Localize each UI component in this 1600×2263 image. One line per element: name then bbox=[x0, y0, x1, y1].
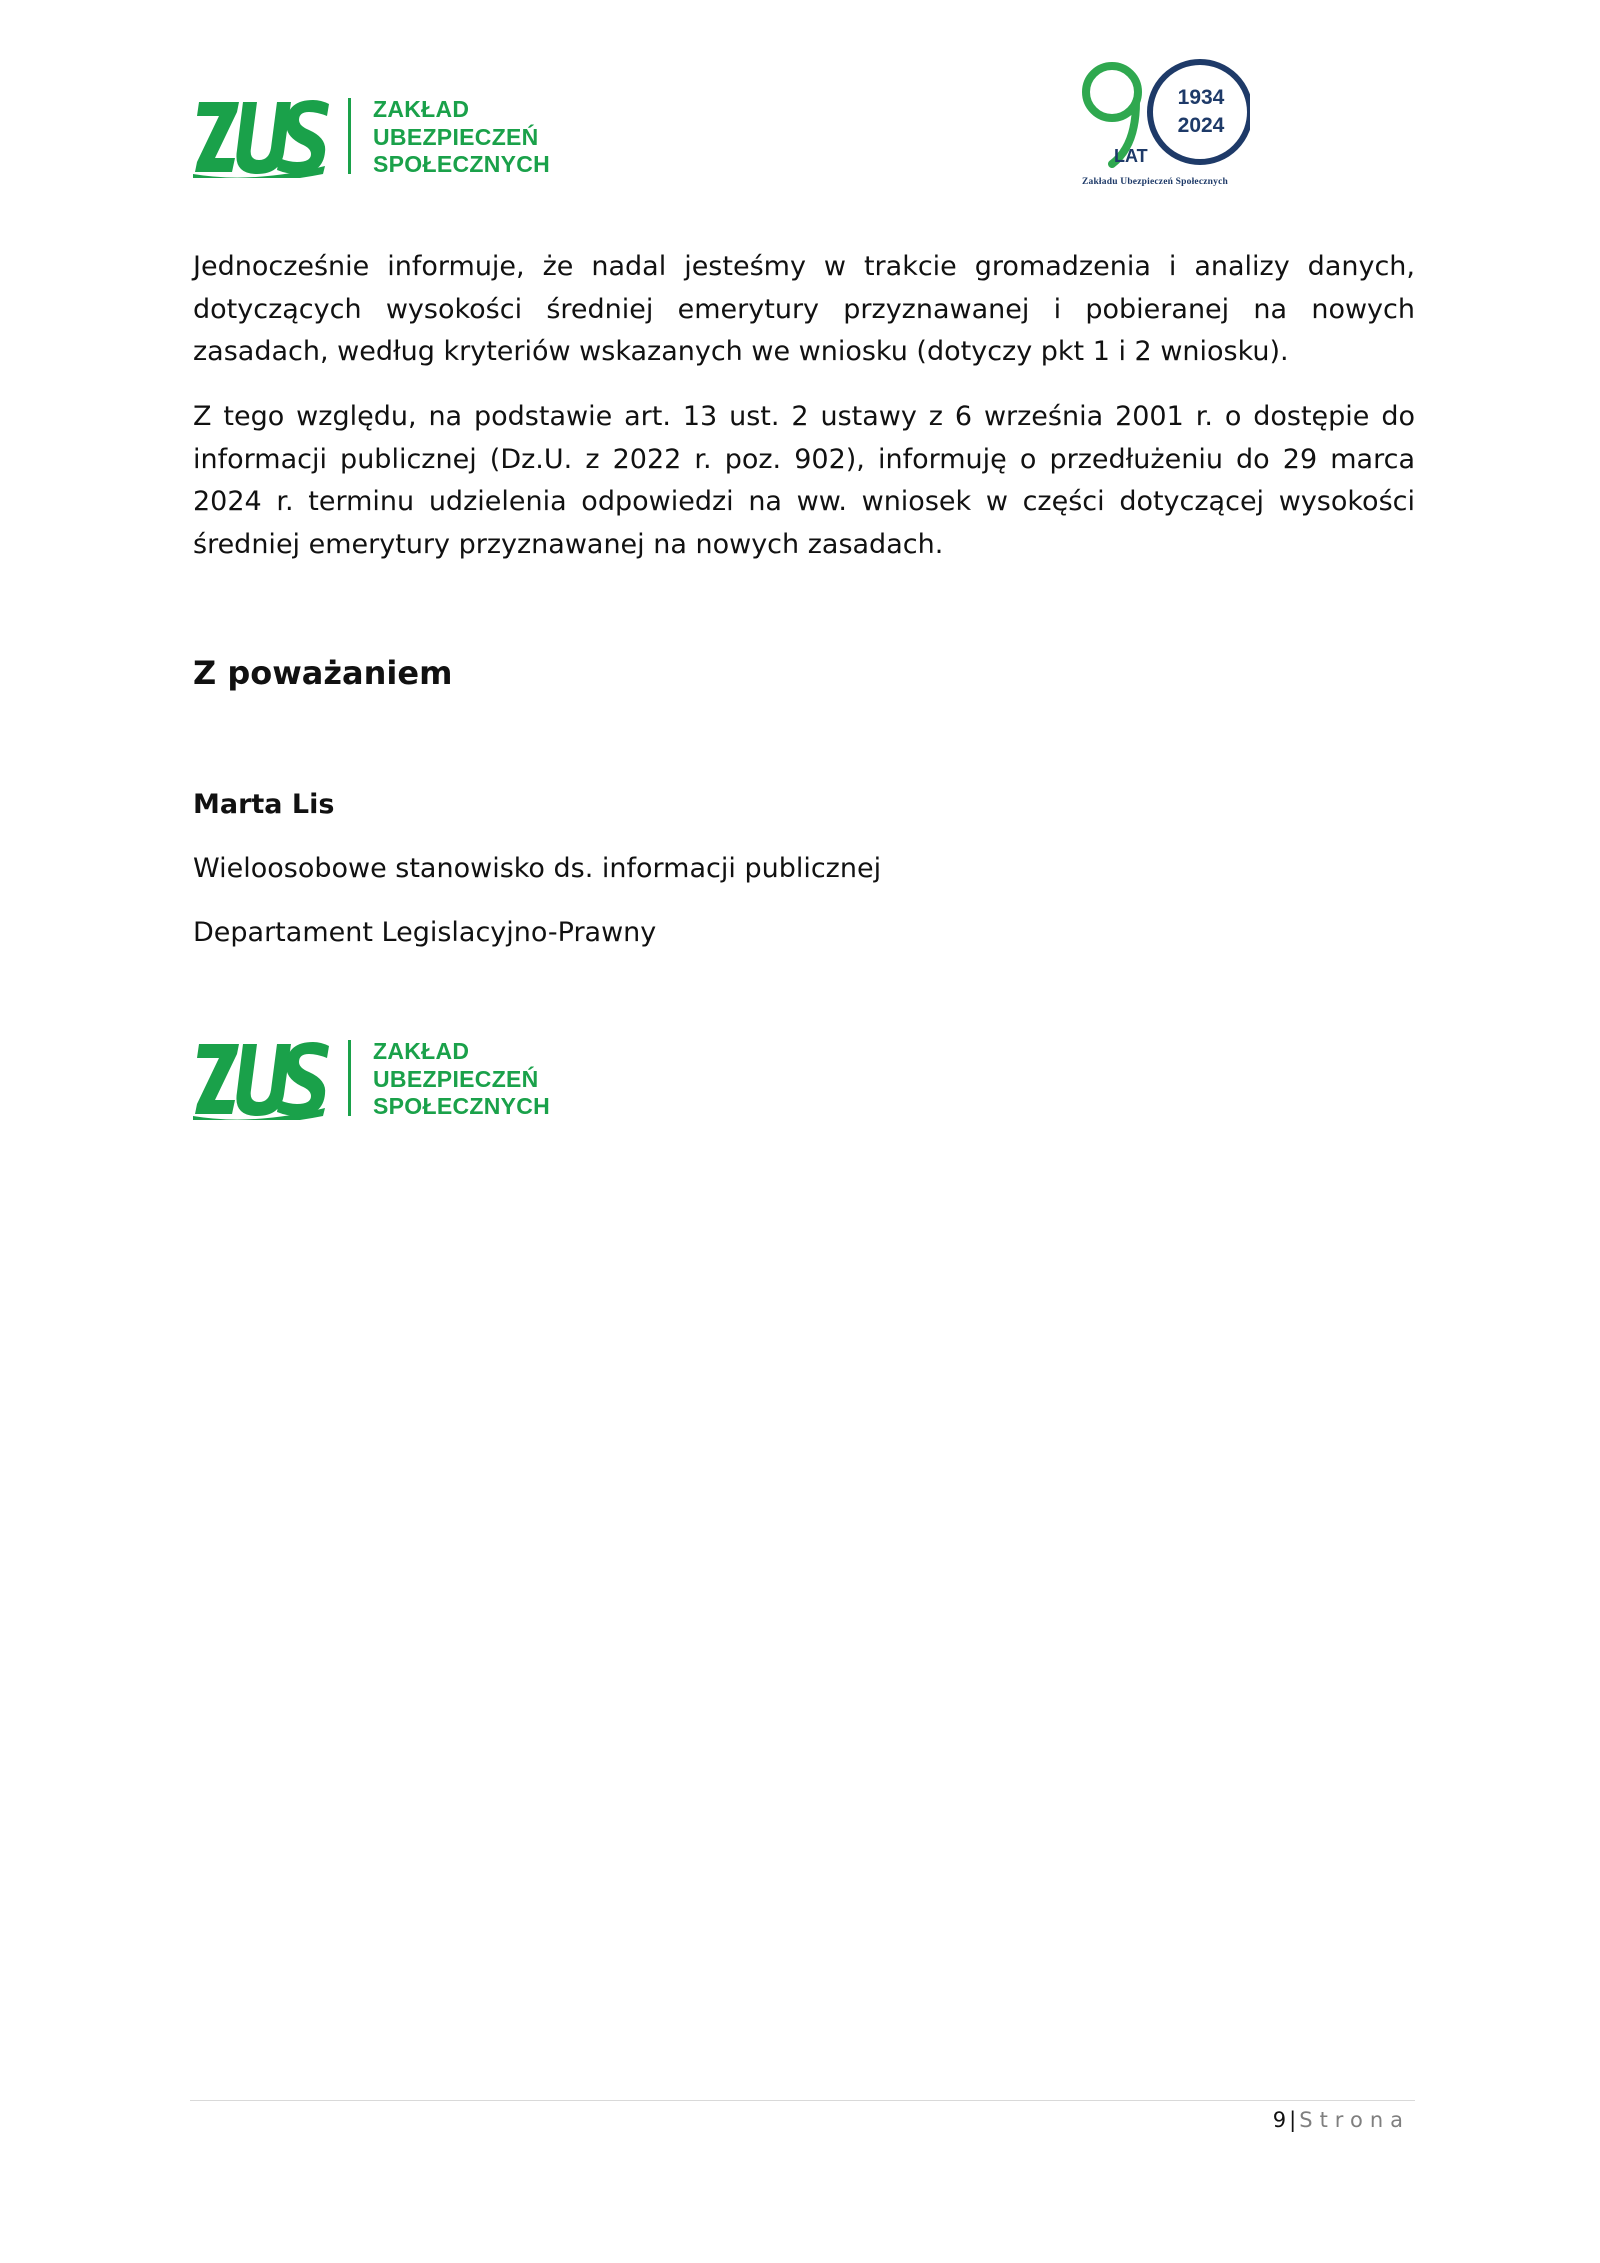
zus-logo-line: SPOŁECZNYCH bbox=[373, 1093, 551, 1119]
zus-logo-line: SPOŁECZNYCH bbox=[373, 151, 551, 177]
zus-logo-header bbox=[193, 90, 553, 180]
zus-logo-divider bbox=[348, 98, 351, 174]
anniversary-year-end: 2024 bbox=[1177, 114, 1225, 137]
footer-divider bbox=[190, 2100, 1415, 2101]
zus-logo-line: ZAKŁAD bbox=[373, 96, 470, 122]
page-number-separator: | bbox=[1289, 2108, 1297, 2132]
signatory-department: Departament Legislacyjno-Prawny bbox=[193, 917, 657, 948]
closing-salutation: Z poważaniem bbox=[193, 654, 453, 692]
zus-logo-divider bbox=[348, 1040, 351, 1116]
zus-mark-icon bbox=[193, 96, 333, 178]
page-number-label: Strona bbox=[1299, 2108, 1410, 2132]
zus-mark-icon bbox=[193, 1038, 333, 1120]
body-paragraph: Z tego względu, na podstawie art. 13 ust. 2 ustawy z 6 września 2001 r. o dostępie do informacji publicznej (Dz.U. z 2022 r. poz. 902), informuję o przedłużeniu do 29 marca 2024 r. terminu udzielenia odpowiedzi na ww. wniosek w części dotyczącej wysokości średniej emerytury przyznawanej na nowych zasadach. bbox=[193, 401, 1415, 560]
zus-logo-signature bbox=[193, 1032, 553, 1122]
page-number bbox=[1273, 2106, 1410, 2134]
anniversary-caption: Zakładu Ubezpieczeń Społecznych bbox=[1081, 177, 1229, 187]
anniversary-lat: LAT bbox=[1114, 146, 1148, 166]
zus-logo-text bbox=[373, 1038, 550, 1121]
zus-logo-line: UBEZPIECZEŃ bbox=[373, 123, 539, 150]
anniversary-year-start: 1934 bbox=[1177, 86, 1225, 109]
zus-logo-line: ZAKŁAD bbox=[373, 1038, 470, 1064]
anniversary-logo bbox=[1060, 56, 1250, 196]
page-number-value: 9 bbox=[1272, 2108, 1287, 2132]
signatory-position: Wieloosobowe stanowisko ds. informacji publicznej bbox=[193, 853, 882, 884]
body-paragraph: Jednocześnie informuje, że nadal jesteśmy w trakcie gromadzenia i analizy danych, dotyczących wysokości średniej emerytury przyznawanej i pobieranej na nowych zasadach, według kryteriów wskazanych we wniosku (dotyczy pkt 1 i 2 wniosku). bbox=[193, 251, 1415, 367]
signatory-name: Marta Lis bbox=[193, 789, 335, 820]
zus-logo-line: UBEZPIECZEŃ bbox=[373, 1065, 539, 1092]
zus-logo-text bbox=[373, 96, 550, 179]
